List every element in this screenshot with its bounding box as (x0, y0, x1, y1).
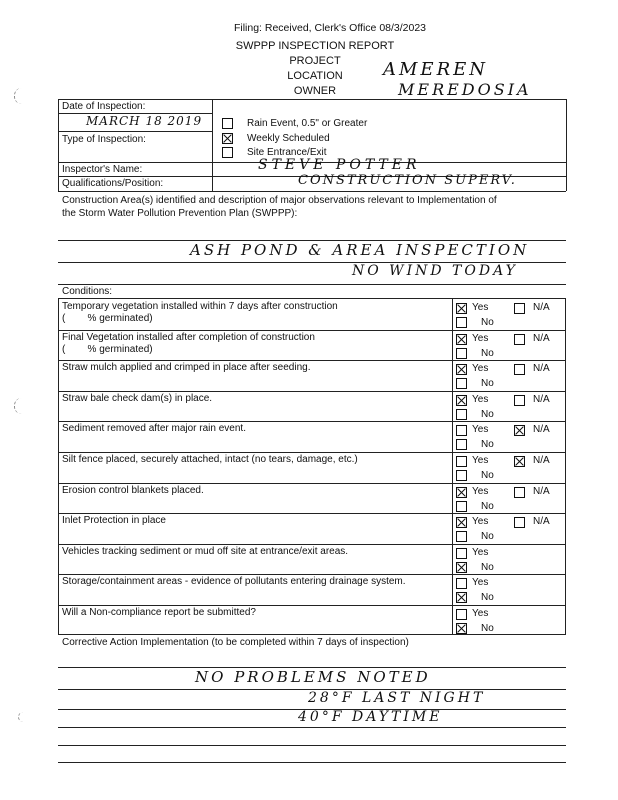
margin-mark (14, 88, 29, 104)
na-label: N/A (533, 424, 550, 436)
na-checkbox[interactable] (514, 517, 525, 528)
yes-label: Yes (472, 302, 489, 313)
filing-stamp: Filing: Received, Clerk's Office 08/3/2023 (233, 22, 427, 34)
construction-areas-label: Construction Area(s) identified and description of major observations relevant to Implementation of the Storm Water Pollution Prevention Plan (SWPPP): (62, 195, 497, 219)
yes-label: Yes (472, 546, 489, 558)
inspector-label: Inspector's Name: (62, 164, 143, 175)
no-label: No (481, 347, 494, 359)
na-checkbox[interactable] (514, 425, 525, 436)
yes-checkbox[interactable] (456, 578, 467, 589)
yes-label: Yes (472, 332, 489, 344)
condition-text: Will a Non-compliance report be submitted? (62, 607, 256, 618)
no-checkbox[interactable] (456, 348, 467, 359)
no-checkbox[interactable] (456, 378, 467, 389)
corrective-note-2: 28°F LAST NIGHT (308, 690, 486, 706)
na-label: N/A (533, 516, 550, 528)
na-checkbox[interactable] (514, 395, 525, 406)
qualifications-label: Qualifications/Position: (62, 178, 164, 189)
condition-text: Erosion control blankets placed. (62, 484, 204, 496)
inspector-value: STEVE POTTER (258, 157, 421, 173)
no-checkbox[interactable] (456, 623, 467, 634)
no-label: No (481, 531, 494, 543)
yes-checkbox[interactable] (456, 456, 467, 467)
no-label: No (481, 470, 494, 481)
yes-checkbox[interactable] (456, 334, 467, 345)
na-checkbox[interactable] (514, 456, 525, 467)
corrective-note-1: NO PROBLEMS NOTED (195, 668, 431, 686)
site-entrance-checkbox[interactable] (222, 147, 233, 158)
na-checkbox[interactable] (514, 334, 525, 345)
no-checkbox[interactable] (456, 531, 467, 542)
date-label: Date of Inspection: (62, 101, 146, 112)
yes-checkbox[interactable] (456, 303, 467, 314)
project-label: PROJECT (289, 55, 341, 67)
yes-checkbox[interactable] (456, 548, 467, 559)
condition-text: Straw mulch applied and crimped in place after seeding. (62, 362, 311, 374)
germinated-percent: ( % germinated) (62, 343, 153, 355)
condition-text: Inlet Protection in place (62, 515, 166, 527)
margin-mark (18, 712, 33, 722)
conditions-table (58, 298, 566, 635)
no-label: No (481, 439, 494, 451)
no-checkbox[interactable] (456, 439, 467, 450)
no-label: No (481, 317, 494, 328)
na-label: N/A (533, 363, 550, 375)
yes-checkbox[interactable] (456, 517, 467, 528)
yes-label: Yes (472, 393, 489, 405)
na-label: N/A (533, 332, 550, 344)
weekly-scheduled-checkbox[interactable] (222, 133, 233, 144)
condition-text: Storage/containment areas - evidence of pollutants entering drainage system. (62, 576, 406, 588)
corrective-action-label: Corrective Action Implementation (to be completed within 7 days of inspection) (62, 637, 409, 648)
rain-event-label: Rain Event, 0.5" or Greater (247, 118, 368, 129)
yes-checkbox[interactable] (456, 395, 467, 406)
yes-checkbox[interactable] (456, 364, 467, 375)
corrective-note-3: 40°F DAYTIME (298, 709, 443, 725)
yes-checkbox[interactable] (456, 487, 467, 498)
condition-text: Final Vegetation installed after completion of construction (62, 331, 315, 343)
no-checkbox[interactable] (456, 501, 467, 512)
no-checkbox[interactable] (456, 592, 467, 603)
na-label: N/A (533, 393, 550, 405)
date-value: MARCH 18 2019 (86, 114, 203, 128)
location-label: LOCATION (287, 70, 343, 82)
no-label: No (481, 500, 494, 512)
weekly-scheduled-label: Weekly Scheduled (247, 133, 330, 144)
na-label: N/A (533, 455, 550, 466)
no-checkbox[interactable] (456, 562, 467, 573)
yes-label: Yes (472, 608, 489, 619)
observation-line-1: ASH POND & AREA INSPECTION (190, 241, 530, 259)
condition-text: Vehicles tracking sediment or mud off site at entrance/exit areas. (62, 545, 349, 557)
no-checkbox[interactable] (456, 317, 467, 328)
margin-mark (14, 398, 29, 414)
no-checkbox[interactable] (456, 470, 467, 481)
yes-label: Yes (472, 424, 489, 436)
germinated-percent: ( % germinated) (62, 313, 153, 324)
yes-label: Yes (472, 455, 489, 466)
yes-label: Yes (472, 577, 489, 589)
handwritten-location: MEREDOSIA (398, 80, 532, 99)
rain-event-checkbox[interactable] (222, 118, 233, 129)
na-label: N/A (533, 485, 550, 497)
na-checkbox[interactable] (514, 364, 525, 375)
yes-label: Yes (472, 485, 489, 497)
type-label: Type of Inspection: (62, 134, 146, 145)
no-label: No (481, 408, 494, 420)
site-entrance-label: Site Entrance/Exit (247, 147, 327, 158)
yes-label: Yes (472, 516, 489, 528)
condition-text: Sediment removed after major rain event. (62, 423, 246, 435)
no-label: No (481, 623, 494, 634)
no-checkbox[interactable] (456, 409, 467, 420)
yes-checkbox[interactable] (456, 425, 467, 436)
na-label: N/A (533, 302, 550, 313)
no-label: No (481, 561, 494, 573)
qualifications-value: CONSTRUCTION SUPERV. (298, 173, 517, 188)
yes-label: Yes (472, 363, 489, 375)
na-checkbox[interactable] (514, 303, 525, 314)
conditions-label: Conditions: (62, 286, 113, 297)
condition-text: Straw bale check dam(s) in place. (62, 392, 213, 404)
observation-line-2: NO WIND TODAY (352, 263, 518, 279)
report-title: SWPPP INSPECTION REPORT (235, 40, 395, 52)
condition-text: Temporary vegetation installed within 7 days after construction (62, 301, 338, 312)
owner-label: OWNER (293, 85, 337, 97)
condition-text: Silt fence placed, securely attached, intact (no tears, damage, etc.) (62, 454, 358, 465)
no-label: No (481, 378, 494, 390)
yes-checkbox[interactable] (456, 609, 467, 620)
no-label: No (481, 592, 494, 604)
handwritten-project: AMEREN (383, 59, 489, 80)
na-checkbox[interactable] (514, 487, 525, 498)
